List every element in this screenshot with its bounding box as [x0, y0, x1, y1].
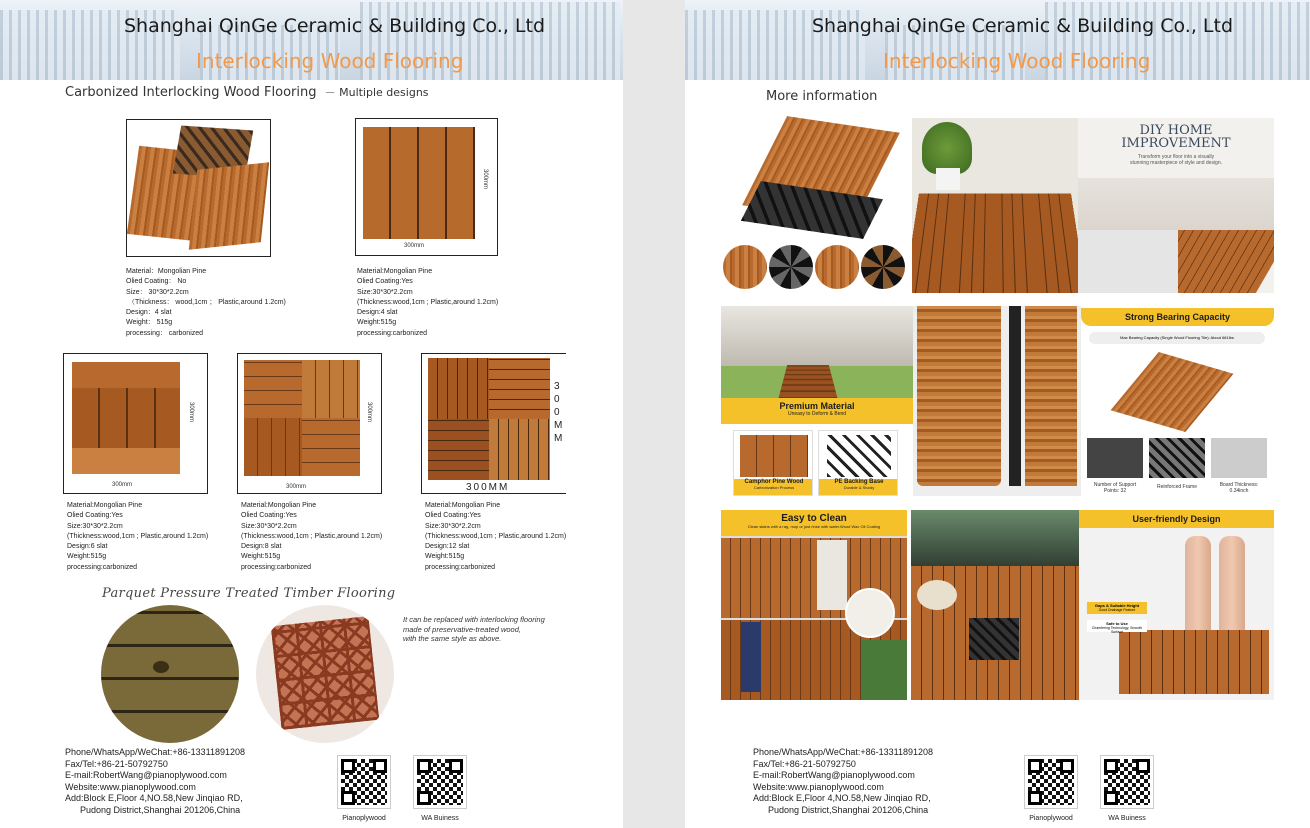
camphor-banner — [734, 479, 813, 496]
parquet-note: It can be replaced with interlocking flooring made of preservative-treated wood, with the same style as above. — [403, 615, 545, 643]
qr-label: WA Buiness — [421, 815, 459, 822]
dim-label-vertical-mm: 3 0 0 M M — [554, 381, 563, 444]
product-photo-12-slat — [421, 353, 566, 494]
pe-banner — [819, 479, 898, 496]
safe-label — [1087, 620, 1147, 632]
wood-grain-closeup-photo — [913, 306, 1081, 496]
contact-info: Phone/WhatsApp/WeChat:+86-13311891208 Fax/Tel:+86-21-50792750 E-mail:RobertWang@pianoplywood.com Website:www.pianoplywood.com Add:Block E,Floor 4,NO.58,New Jinqiao RD, Pudong District,Shanghai 201206,China — [753, 747, 934, 815]
diy-home-improvement-photo — [1078, 118, 1274, 293]
support-points-label: Number of Support Points: 32 — [1093, 482, 1137, 494]
balcony-floor-photo — [912, 118, 1078, 293]
pressure-treated-wood-photo — [101, 605, 239, 743]
section-subtitle: － Multiple designs — [324, 86, 429, 99]
dim-label-vertical: 300mm — [188, 402, 194, 423]
product-spec-5: Material:Mongolian Pine Olied Coating:Yes Size:30*30*2.2cm (Thickness:wood,1cm ; Plastic,around 1.2cm) Design:12 slat Weight:515g processing:carbonized — [425, 502, 567, 571]
easy-clean-subtitle: Clean stains with a rag, mop or just rinse with water.Wood Wax Oil Coating — [747, 524, 881, 529]
safe-subtitle: Chamfering Technology, Smooth Surface — [1091, 626, 1143, 634]
page-header — [685, 0, 1310, 80]
pe-title: PE Backing Base — [834, 479, 884, 485]
camphor-subtitle: Carbonization Process — [753, 485, 795, 490]
easy-clean-title: Easy to Clean — [781, 513, 847, 524]
section-title-text: Carbonized Interlocking Wood Flooring — [65, 85, 317, 100]
product-line: Interlocking Wood Flooring — [196, 49, 464, 73]
dim-label-horizontal: 300mm — [286, 484, 307, 490]
qr-code-wa-business[interactable] — [414, 756, 466, 808]
camphor-title: Camphor Pine Wood — [744, 479, 804, 485]
qr-code-pianoplywood[interactable] — [1025, 756, 1077, 808]
product-spec-2: Material:Mongolian Pine Olied Coating:Yes Size:30*30*2.2cm (Thickness:wood,1cm ; Plastic,around 1.2cm) Design:4 slat Weight:515g processing:carbonized — [357, 268, 499, 337]
easy-to-clean-photo — [721, 510, 907, 700]
qr-label: Pianoplywood — [342, 815, 386, 822]
section-title — [65, 84, 429, 100]
product-photo-8-slat — [237, 353, 382, 494]
product-line: Interlocking Wood Flooring — [883, 49, 1151, 73]
safe-title: Safe to Use — [1106, 621, 1128, 626]
dim-label-vertical: 300mm — [366, 402, 372, 423]
qr-label: Pianoplywood — [1029, 815, 1073, 822]
plastic-base-photo — [256, 605, 394, 743]
qr-label: WA Buiness — [1108, 815, 1146, 822]
diy-title: DIY HOME IMPROVEMENT — [1121, 123, 1231, 151]
user-friendly-photo — [1079, 510, 1274, 700]
bearing-subtitle: Max Bearing Capacity (Single Wood Flooring Tile): About 661lbs — [1089, 332, 1265, 344]
easy-clean-banner — [721, 510, 907, 536]
gaps-title: Gaps & Suitable Height — [1094, 603, 1140, 608]
company-name: Shanghai QinGe Ceramic & Building Co., Ltd — [812, 15, 1234, 37]
gaps-label — [1087, 602, 1147, 614]
tile-with-base-photo — [721, 112, 911, 294]
user-friendly-banner: User-friendly Design — [1079, 510, 1274, 528]
qr-code-wa-business[interactable] — [1101, 756, 1153, 808]
pe-subtitle: Durable & Sturdy — [843, 485, 875, 490]
product-photo-4-slat — [126, 119, 271, 257]
balcony-installation-photo — [911, 510, 1079, 700]
dim-label-horizontal: 300mm — [112, 482, 133, 488]
product-photo-6-slat — [63, 353, 208, 494]
premium-material-photo — [721, 306, 913, 424]
page-header — [0, 0, 623, 80]
section-title: More information — [766, 89, 878, 104]
product-spec-1: Material：Mongolian Pine Olied Coating： No Size： 30*30*2.2cm （Thickness： wood,1cm ； Plastic,around 1.2cm) Design：4 slat Weight： 515g processing： carbonized — [126, 268, 286, 337]
strong-bearing-photo — [1081, 306, 1274, 496]
product-spec-3: Material:Mongolian Pine Olied Coating:Yes Size:30*30*2.2cm (Thickness:wood,1cm ; Plastic,around 1.2cm) Design:6 slat Weight:515g processing:carbonized — [67, 502, 209, 571]
brochure-page-right — [685, 0, 1310, 828]
premium-material-banner — [721, 398, 913, 424]
product-spec-4: Material:Mongolian Pine Olied Coating:Yes Size:30*30*2.2cm (Thickness:wood,1cm ; Plastic,around 1.2cm) Design:8 slat Weight:515g processing:carbonized — [241, 502, 383, 571]
qr-code-pianoplywood[interactable] — [338, 756, 390, 808]
premium-material-subtitle: Uneasy to Deform & Bend — [787, 411, 847, 417]
dim-label-horizontal: 300mm — [404, 243, 425, 249]
board-thickness-label: Board Thickness: 0.34inch — [1219, 482, 1259, 494]
company-name: Shanghai QinGe Ceramic & Building Co., Ltd — [124, 15, 546, 37]
product-photo-4-slat-dimensioned — [355, 118, 498, 256]
pe-backing-card — [818, 430, 898, 496]
dim-label-horizontal-mm: 300MM — [466, 482, 510, 493]
diy-subtitle: Transform your floor into a visually stunning masterpiece of style and design. — [1130, 154, 1222, 166]
brochure-page-left — [0, 0, 623, 828]
gaps-subtitle: Good Drainage Feature — [1098, 608, 1136, 612]
premium-material-title: Premium Material — [779, 401, 855, 411]
contact-info: Phone/WhatsApp/WeChat:+86-13311891208 Fax/Tel:+86-21-50792750 E-mail:RobertWang@pianoplywood.com Website:www.pianoplywood.com Add:Block E,Floor 4,NO.58,New Jinqiao RD, Pudong District,Shanghai 201206,China — [65, 747, 246, 815]
parquet-title: Parquet Pressure Treated Timber Flooring — [102, 586, 396, 601]
reinforced-frame-label: Reinforced Frame — [1156, 484, 1197, 490]
camphor-pine-card — [733, 430, 813, 496]
dim-label-vertical: 300mm — [482, 169, 488, 190]
strong-bearing-banner: Strong Bearing Capacity — [1081, 308, 1274, 326]
